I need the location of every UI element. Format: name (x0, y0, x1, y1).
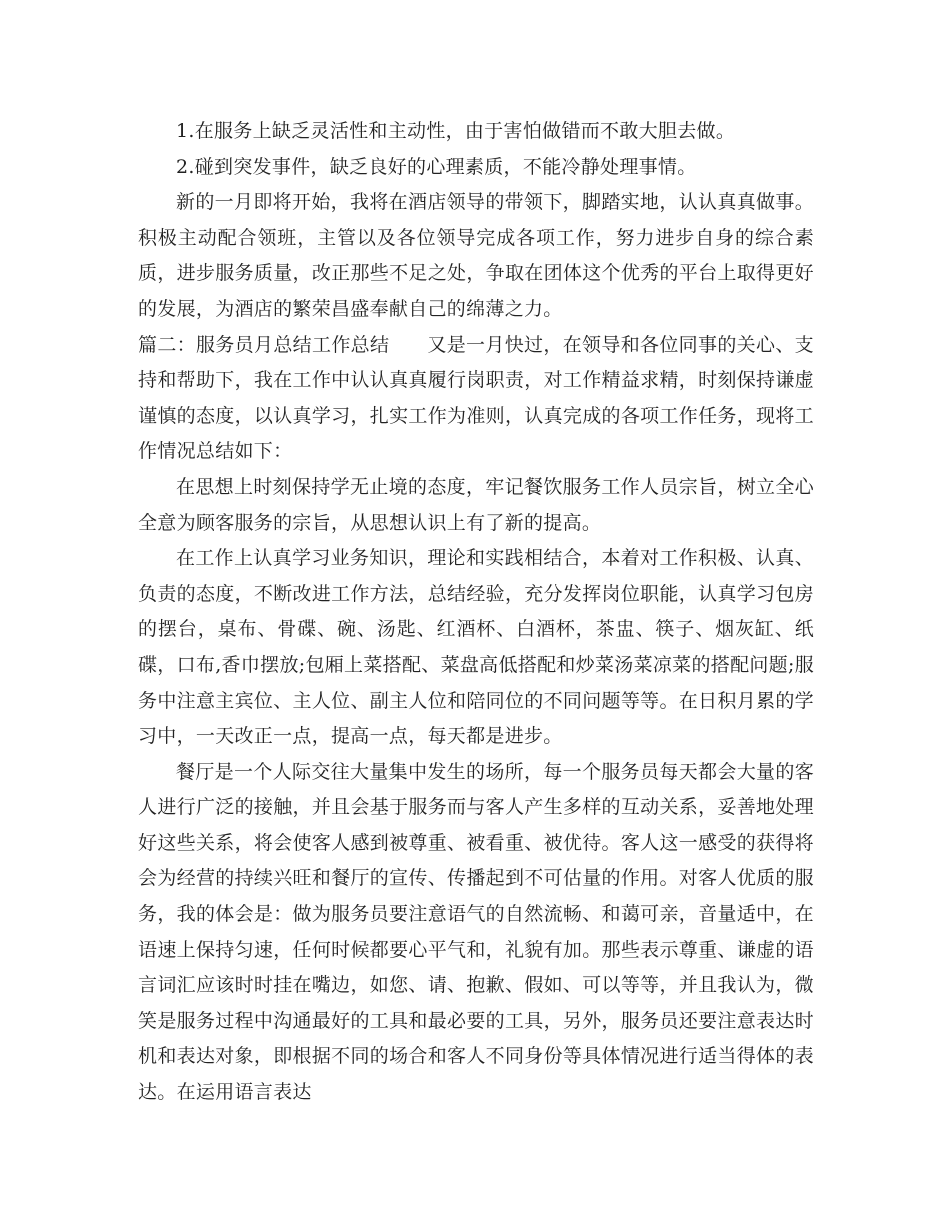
section-heading: 篇二：服务员月总结工作总结 (138, 333, 390, 356)
paragraph-weakness-2: 2.碰到突发事件，缺乏良好的心理素质，不能冷静处理事情。 (176, 155, 697, 178)
paragraph-work-learning: 在工作上认真学习业务知识，理论和实践相结合，本着对工作积极、认真、负责的态度，不断改进工作方法，总结经验，充分发挥岗位职能，认真学习包房的摆台，桌布、骨碟、碗、汤匙、红酒杯、白酒杯，茶盅、筷子、烟灰缸、纸碟，口布,香巾摆放;包厢上菜搭配、菜盘高低搭配和炒菜汤菜凉菜的搭配问题;服务中注意主宾位、主人位、副主人位和陪同位的不同问题等等。在日积月累的学习中，一天改正一点，提高一点，每天都是进步。 (138, 547, 814, 748)
paragraph-weakness-1: 1.在服务上缺乏灵活性和主动性，由于害怕做错而不敢大胆去做。 (176, 120, 736, 142)
paragraph-next-month-plan: 新的一月即将开始，我将在酒店领导的带领下，脚踏实地，认认真真做事。积极主动配合领班，主管以及各位领导完成各项工作，努力进步自身的综合素质，进步服务质量，改正那些不足之处，争取在团体这个优秀的平台上取得更好的发展，为酒店的繁荣昌盛奉献自己的绵薄之力。 (138, 191, 814, 320)
paragraph-section-two (138, 328, 814, 470)
paragraph-thinking: 在思想上时刻保持学无止境的态度，牢记餐饮服务工作人员宗旨，树立全心全意为顾客服务的宗旨，从思想认识上有了新的提高。 (138, 475, 814, 534)
section-intro-text: 又是一月快过，在领导和各位同事的关心、支持和帮助下，我在工作中认认真真履行岗职责，对工作精益求精，时刻保持谦虚谨慎的态度，以认真学习，扎实工作为准则，认真完成的各项工作任务，现将工作情况总结如下： (138, 333, 814, 463)
paragraph-restaurant-service: 餐厅是一个人际交往大量集中发生的场所，每一个服务员每天都会大量的客人进行广泛的接触，并且会基于服务而与客人产生多样的互动关系，妥善地处理好这些关系，将会使客人感到被尊重、被看重、被优待。客人这一感受的获得将会为经营的持续兴旺和餐厅的宣传、传播起到不可估量的作用。对客人优质的服务，我的体会是：做为服务员要注意语气的自然流畅、和蔼可亲，音量适中，在语速上保持匀速，任何时候都要心平气和，礼貌有加。那些表示尊重、谦虚的语言词汇应该时时挂在嘴边，如您、请、抱歉、假如、可以等等，并且我认为，微笑是服务过程中沟通最好的工具和最必要的工具，另外，服务员还要注意表达时机和表达对象，即根据不同的场合和客人不同身份等具体情况进行适当得体的表达。在运用语言表达 (138, 760, 814, 1104)
document-body (138, 114, 814, 1111)
